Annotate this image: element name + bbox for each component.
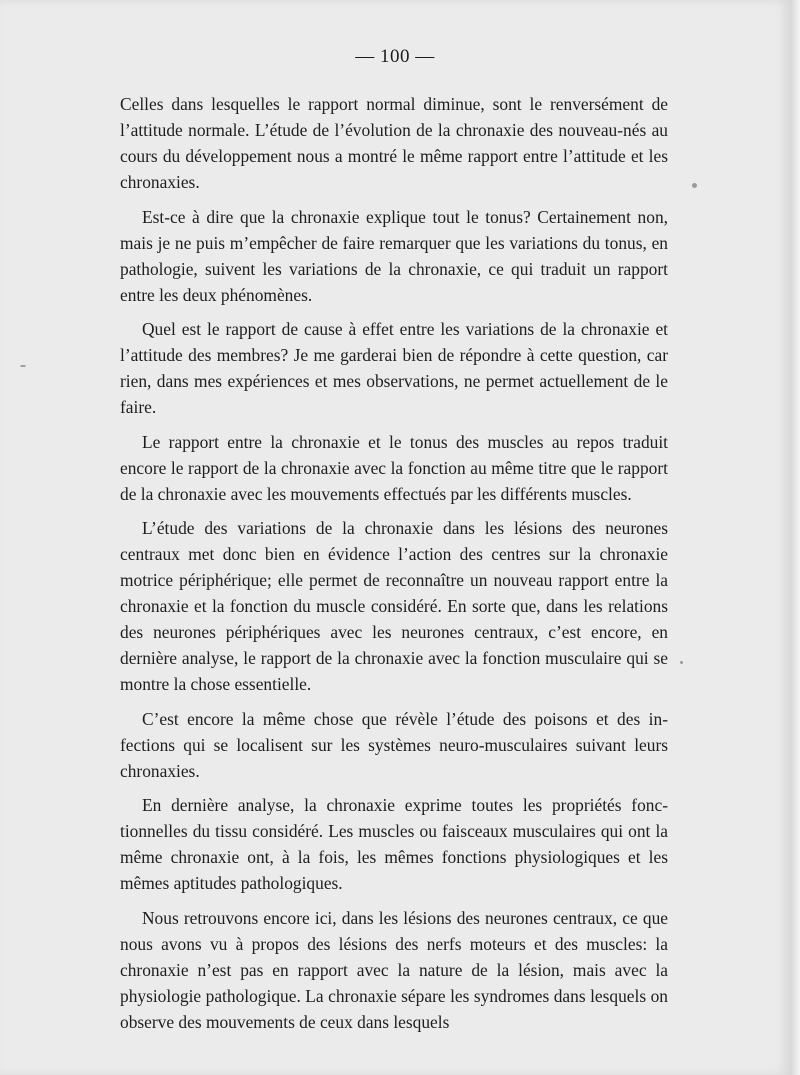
- paper-speck: [692, 183, 697, 188]
- paragraph: Celles dans lesquelles le rapport normal diminue, sont le renversément de l’attitude normale. L’étude de l’évolution de la chronaxie des nouveau-nés au cours du développement nous a montré le même rapport entre l’attitude et les chronaxies.: [120, 94, 668, 192]
- paragraph: C’est encore la même chose que révèle l’étude des poisons et des infections qui se localisent sur les systèmes neuro-musculaires suivant leurs chronaxies.: [120, 708, 668, 781]
- paragraph: En dernière analyse, la chronaxie exprime toutes les propriétés fonctionnelles du tissu considéré. Les muscles ou faisceaux musculaires qui ont la même chronaxie ont, à la fois, les mêmes fonctions physiologiques et les mêmes aptitudes pathologiques.: [120, 795, 668, 893]
- paragraph: Nous retrouvons encore ici, dans les lésions des neurones centraux, ce que nous avons vu à propos des lésions des nerfs moteurs et des muscles: la chronaxie n’est pas en rapport avec la nature de la lésion, mais avec la physiologie pathologique. La chronaxie sépare les syndromes dans lesquels on observe des mouvements de ceux dans lesquels: [120, 907, 668, 1032]
- page-number: — 100 —: [355, 46, 435, 67]
- body-text: [120, 91, 668, 1043]
- paragraph: Quel est le rapport de cause à effet entre les variations de la chronaxie et l’attitude des membres? Je me garderai bien de répondre à cette question, car rien, dans mes expériences et mes observations, ne permet actuellement de le faire.: [120, 319, 668, 417]
- paragraph: Est-ce à dire que la chronaxie explique tout le tonus? Certainement non, mais je ne puis m’empêcher de faire remarquer que les variations du tonus, en pathologie, suivent les variations de la chronaxie, ce qui traduit un rapport entre les deux phénomènes.: [120, 206, 668, 305]
- paragraph: L’étude des variations de la chronaxie dans les lésions des neurones centraux met donc bien en évidence l’action des centres sur la chronaxie motrice périphérique; elle permet de reconnaître un nouveau rapport entre la chronaxie et la fonction du muscle considéré. En sorte que, dans les relations des neurones périphériques avec les neurones centraux, c’est encore, en dernière analyse, le rapport de la chronaxie avec la fonction musculaire qui se montre la chose essentielle.: [120, 518, 668, 694]
- page-edge: [790, 0, 800, 1075]
- paragraph: Le rapport entre la chronaxie et le tonus des muscles au repos traduit encore le rapport de la chronaxie avec la fonction au même titre que le rapport de la chronaxie avec les mouvements effectués par les différents muscles.: [120, 431, 668, 504]
- paper-speck: [680, 661, 683, 664]
- paper-speck: [20, 365, 26, 367]
